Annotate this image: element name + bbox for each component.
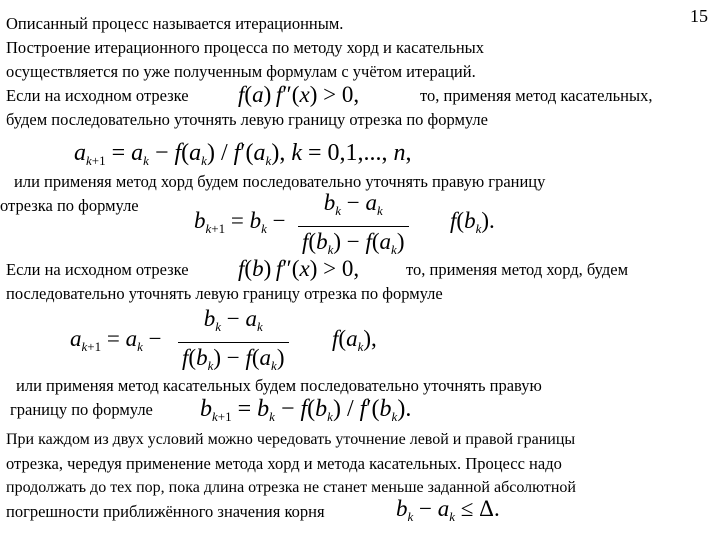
condition-formula-2: f(b) f″(x) > 0, (238, 256, 360, 281)
tangent-formula-left: $a_{k+1} = a_k - f(a_k) / f'(a_k)$, k = 0,1,..., n, (74, 140, 412, 168)
text-line-13: отрезка, чередуя применение метода хорд и метода касательных. Процесс надо (6, 454, 562, 473)
text-line-9: последовательно уточнять левую границу отрезка по формуле (6, 284, 443, 303)
stop-condition-formula: $b_k - a_k \le \Delta$. (396, 496, 500, 524)
text-line-1: Описанный процесс называется итерационным. (6, 14, 344, 33)
text-line-2: Построение итерационного процесса по методу хорд и касательных (6, 38, 484, 57)
tangent-formula-right: $b_{k+1} = b_k - f(b_k) / f'(b_k)$. (200, 396, 412, 424)
text-line-5: будем последовательно уточнять левую границу отрезка по формуле (6, 110, 488, 129)
slide-number: 15 (690, 6, 708, 26)
condition-formula-1: f(a) f″(x) > 0, (238, 82, 360, 107)
text-line-4a: Если на исходном отрезке (6, 86, 189, 105)
text-line-6: или применяя метод хорд будем последовательно уточнять правую границу (14, 172, 546, 191)
text-line-10: или применяя метод касательных будем последовательно уточнять правую (16, 376, 542, 395)
text-line-8b: то, применяя метод хорд, будем (406, 260, 629, 279)
text-line-8a: Если на исходном отрезке (6, 260, 189, 279)
text-line-4b: то, применяя метод касательных, (420, 86, 653, 105)
chord-formula-right: $b_{k+1} = b_k$ − $\frac{b_k - a_k}{f(b_k) - f(a_k)}$ $f(b_k)$. (194, 190, 524, 250)
chord-formula-left: $a_{k+1} = a_k$ − $\frac{b_k - a_k}{f(b_k) - f(a_k)}$ $f(a_k)$, (70, 306, 410, 370)
text-line-11: границу по формуле (10, 400, 153, 419)
text-line-7: отрезка по формуле (0, 196, 139, 215)
text-line-3: осуществляется по уже полученным формулам с учётом итераций. (6, 62, 476, 81)
text-line-12: При каждом из двух условий можно чередовать уточнение левой и правой границы (6, 431, 576, 448)
text-line-14: продолжать до тех пор, пока длина отрезка не станет меньше заданной абсолютной (6, 479, 576, 496)
text-line-15: погрешности приближённого значения корня (6, 502, 325, 521)
